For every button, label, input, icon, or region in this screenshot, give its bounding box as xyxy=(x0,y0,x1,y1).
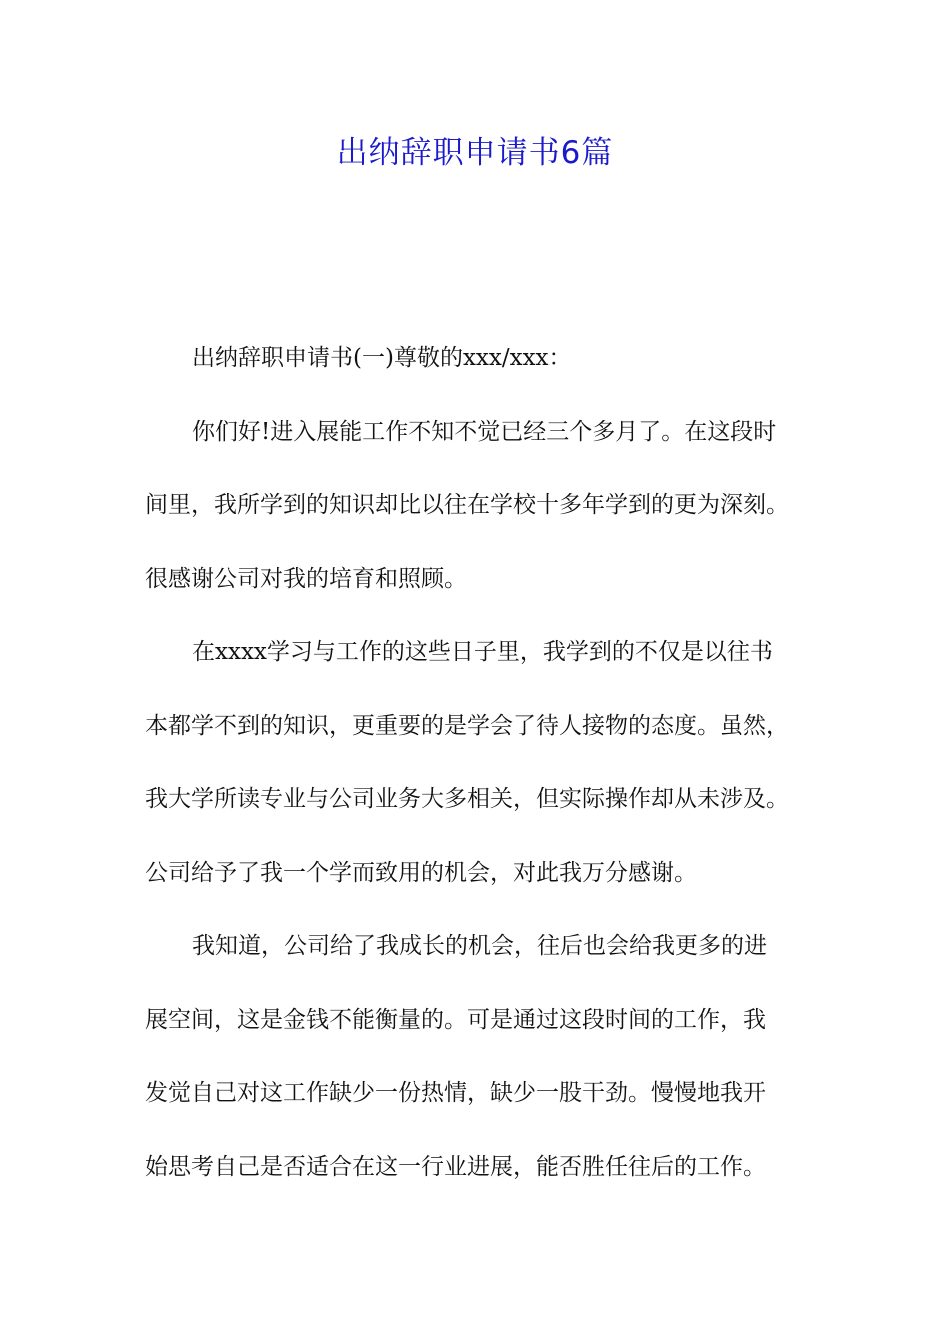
paragraph-line: 始思考自己是否适合在这一行业进展，能否胜任往后的工作。 xyxy=(145,1153,766,1180)
paragraph-line: 出纳辞职申请书(一)尊敬的xxx/xxx： xyxy=(192,345,572,371)
paragraph-line: 我知道，公司给了我成长的机会，往后也会给我更多的进 xyxy=(192,933,767,959)
paragraph-line: 在xxxx学习与工作的这些日子里，我学到的不仅是以往书 xyxy=(192,639,773,665)
paragraph-line: 间里，我所学到的知识却比以往在学校十多年学到的更为深刻。 xyxy=(145,492,789,518)
paragraph-line: 发觉自己对这工作缺少一份热情，缺少一股干劲。慢慢地我开 xyxy=(145,1080,766,1106)
paragraph-line: 我大学所读专业与公司业务大多相关，但实际操作却从未涉及。 xyxy=(145,786,789,812)
document-body xyxy=(145,334,835,1216)
paragraph-line: 公司给予了我一个学而致用的机会，对此我万分感谢。 xyxy=(145,859,697,886)
paragraph-line: 展空间，这是金钱不能衡量的。可是通过这段时间的工作，我 xyxy=(145,1006,766,1033)
document-title: 出纳辞职申请书6篇 xyxy=(336,135,614,171)
paragraph-line: 本都学不到的知识，更重要的是学会了待人接物的态度。虽然， xyxy=(145,712,789,739)
paragraph-line: 很感谢公司对我的培育和照顾。 xyxy=(145,565,467,592)
paragraph-line: 你们好!进入展能工作不知不觉已经三个多月了。在这段时 xyxy=(192,418,777,445)
